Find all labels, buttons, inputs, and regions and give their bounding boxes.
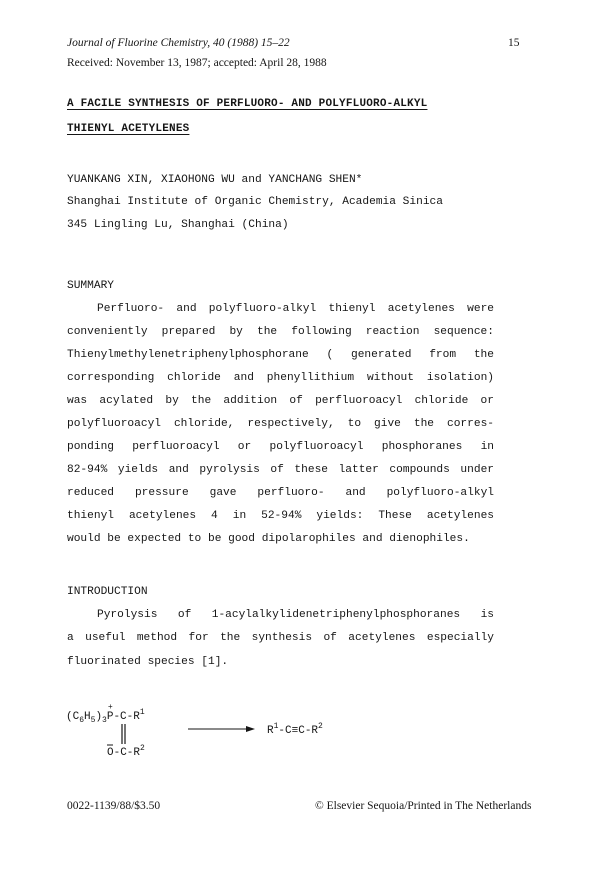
summary-line: would be expected to be good dipolarophiles and dienophiles. <box>67 533 470 545</box>
summary-line: 82-94% yields and pyrolysis of these latter compounds under <box>67 464 494 476</box>
summary-line: thienyl acetylenes 4 in 52-94% yields: These acetylenes <box>67 510 494 522</box>
summary-line: Perfluoro- and polyfluoro-alkyl thienyl acetylenes were <box>97 303 494 315</box>
summary-heading: SUMMARY <box>67 280 114 292</box>
summary-line: conveniently prepared by the following reaction sequence: <box>67 326 494 338</box>
summary-line: ponding perfluoroacyl or polyfluoroacyl phosphoranes in <box>67 441 494 453</box>
introduction-heading: INTRODUCTION <box>67 586 148 598</box>
article-title-line-1: A FACILE SYNTHESIS OF PERFLUORO- AND POLYFLUORO-ALKYL <box>67 98 428 110</box>
authors: YUANKANG XIN, XIAOHONG WU and YANCHANG SHEN* <box>67 174 363 186</box>
summary-line: Thienylmethylenetriphenylphosphorane ( generated from the <box>67 349 494 361</box>
summary-line: reduced pressure gave perfluoro- and polyfluoro-alkyl <box>67 487 494 499</box>
summary-line: polyfluoroacyl chloride, respectively, to give the corres- <box>67 418 494 430</box>
journal-issue: 40 (1988) 15–22 <box>212 37 290 49</box>
reaction-scheme <box>66 700 366 760</box>
journal-name: Journal of Fluorine Chemistry, <box>67 37 211 49</box>
issn-price: 0022-1139/88/$3.50 <box>67 800 161 812</box>
affiliation: Shanghai Institute of Organic Chemistry, Academia Sinica <box>67 196 443 208</box>
reactant-acyl: $O-C-R^2$ <box>107 744 145 759</box>
publisher-note: © Elsevier Sequoia/Printed in The Netherlands <box>315 800 532 812</box>
address: 345 Lingling Lu, Shanghai (China) <box>67 219 289 231</box>
introduction-line: a useful method for the synthesis of acetylenes especially <box>67 632 494 644</box>
received-dates: Received: November 13, 1987; accepted: April 28, 1988 <box>67 57 327 69</box>
introduction-line: fluorinated species [1]. <box>67 656 229 668</box>
reaction-arrow-head <box>246 726 255 732</box>
product-acetylene: $R^1-C\equiv C-R^2$ <box>267 722 323 737</box>
journal-citation <box>67 37 290 49</box>
plus-charge: + <box>108 702 113 711</box>
introduction-line: Pyrolysis of 1-acylalkylidenetriphenylphosphoranes is <box>97 609 494 621</box>
page-number: 15 <box>508 37 520 49</box>
summary-line: was acylated by the addition of perfluoroacyl chloride or <box>67 395 494 407</box>
summary-line: corresponding chloride and phenyllithium without isolation) <box>67 372 494 384</box>
article-title-line-2: THIENYL ACETYLENES <box>67 123 190 135</box>
reactant-ylide: $(C_6H_5)_3P-C-R^1$ <box>66 708 145 725</box>
